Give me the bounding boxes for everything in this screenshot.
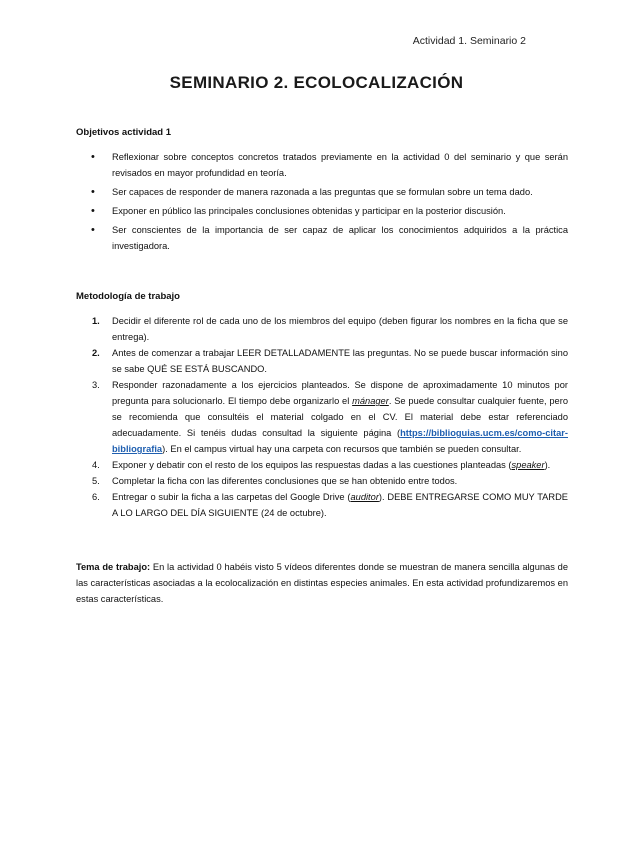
list-item	[76, 473, 568, 489]
list-item: • Ser conscientes de la importancia de ser capaz de aplicar los conocimientos adquiridos a la práctica investigadora.	[76, 222, 568, 254]
metodologia-list	[76, 313, 568, 521]
item-text: ). DEBE ENTREGARSE COMO MUY TARDE A LO LARGO DEL DÍA SIGUIENTE (24 de octubre).	[112, 492, 569, 518]
list-item	[76, 377, 568, 457]
item-number: 3.	[92, 380, 100, 390]
item-number: 1.	[92, 316, 100, 326]
item-text: Exponer y debatir con el resto de los equipos las respuestas dadas a las cuestiones planteadas (	[112, 460, 512, 470]
list-item: • Ser capaces de responder de manera razonada a las preguntas que se formulan sobre un tema dado.	[76, 184, 568, 200]
page-title: SEMINARIO 2. ECOLOCALIZACIÓN	[169, 73, 464, 92]
item-text: Entregar o subir la ficha a las carpetas del Google Drive (	[112, 492, 351, 502]
item-text: Responder razonadamente a los ejercicios planteados. Se dispone de aproximadamente 10 minutos por pregunta para solucionarlo. El tiempo debe organizarlo el	[112, 380, 568, 406]
objetivos-list	[76, 149, 568, 254]
page-header: Actividad 1. Seminario 2	[412, 35, 526, 47]
tema-paragraph	[76, 559, 568, 607]
list-item	[76, 457, 568, 473]
list-item: • Reflexionar sobre conceptos concretos tratados previamente en la actividad 0 del seminario y que serán revisados en mayor profundidad en teoría.	[76, 149, 568, 181]
role-speaker: speaker	[511, 460, 545, 470]
document-body	[76, 125, 568, 607]
list-item: • Exponer en público las principales conclusiones obtenidas y participar en la posterior discusión.	[76, 203, 568, 219]
role-auditor: auditor	[350, 492, 379, 502]
item-number: 2.	[92, 348, 100, 358]
item-number: 5.	[92, 476, 100, 486]
item-text: ).	[544, 460, 551, 470]
item-number: 6.	[92, 492, 100, 502]
list-item	[76, 345, 568, 377]
tema-text: En la actividad 0 habéis visto 5 vídeos diferentes donde se muestran de manera sencilla algunas de las características asociadas a la ecolocalización en distintas especies animales. En esta actividad profundizaremos en estas características.	[76, 562, 569, 604]
metodologia-heading: Metodología de trabajo	[76, 291, 180, 302]
tema-label: Tema de trabajo:	[76, 562, 151, 572]
bibliography-link[interactable]: https://biblioguias.ucm.es/como-citar-bibliografia	[112, 428, 568, 454]
objetivos-heading: Objetivos actividad 1	[76, 127, 172, 138]
item-text: Completar la ficha con las diferentes conclusiones que se han obtenido entre todos.	[112, 476, 458, 486]
item-text: . Se puede consultar cualquier fuente, pero se recomienda que consultéis el material colgado en el CV. El material debe estar referenciado adecuadamente. Si tenéis dudas consultad la siguiente página (	[112, 396, 568, 438]
role-manager: mánager	[352, 396, 389, 406]
item-text: ). En el campus virtual hay una carpeta con recursos que también se pueden consultar.	[162, 444, 522, 454]
item-number: 4.	[92, 460, 100, 470]
item-text: Decidir el diferente rol de cada uno de los miembros del equipo (deben figurar los nombres en la ficha que se entrega).	[112, 316, 568, 342]
list-item	[76, 313, 568, 345]
list-item	[76, 489, 568, 521]
item-text: Antes de comenzar a trabajar LEER DETALLADAMENTE las preguntas. No se puede buscar información sino se sabe QUÉ SE ESTÁ BUSCANDO.	[112, 348, 568, 374]
